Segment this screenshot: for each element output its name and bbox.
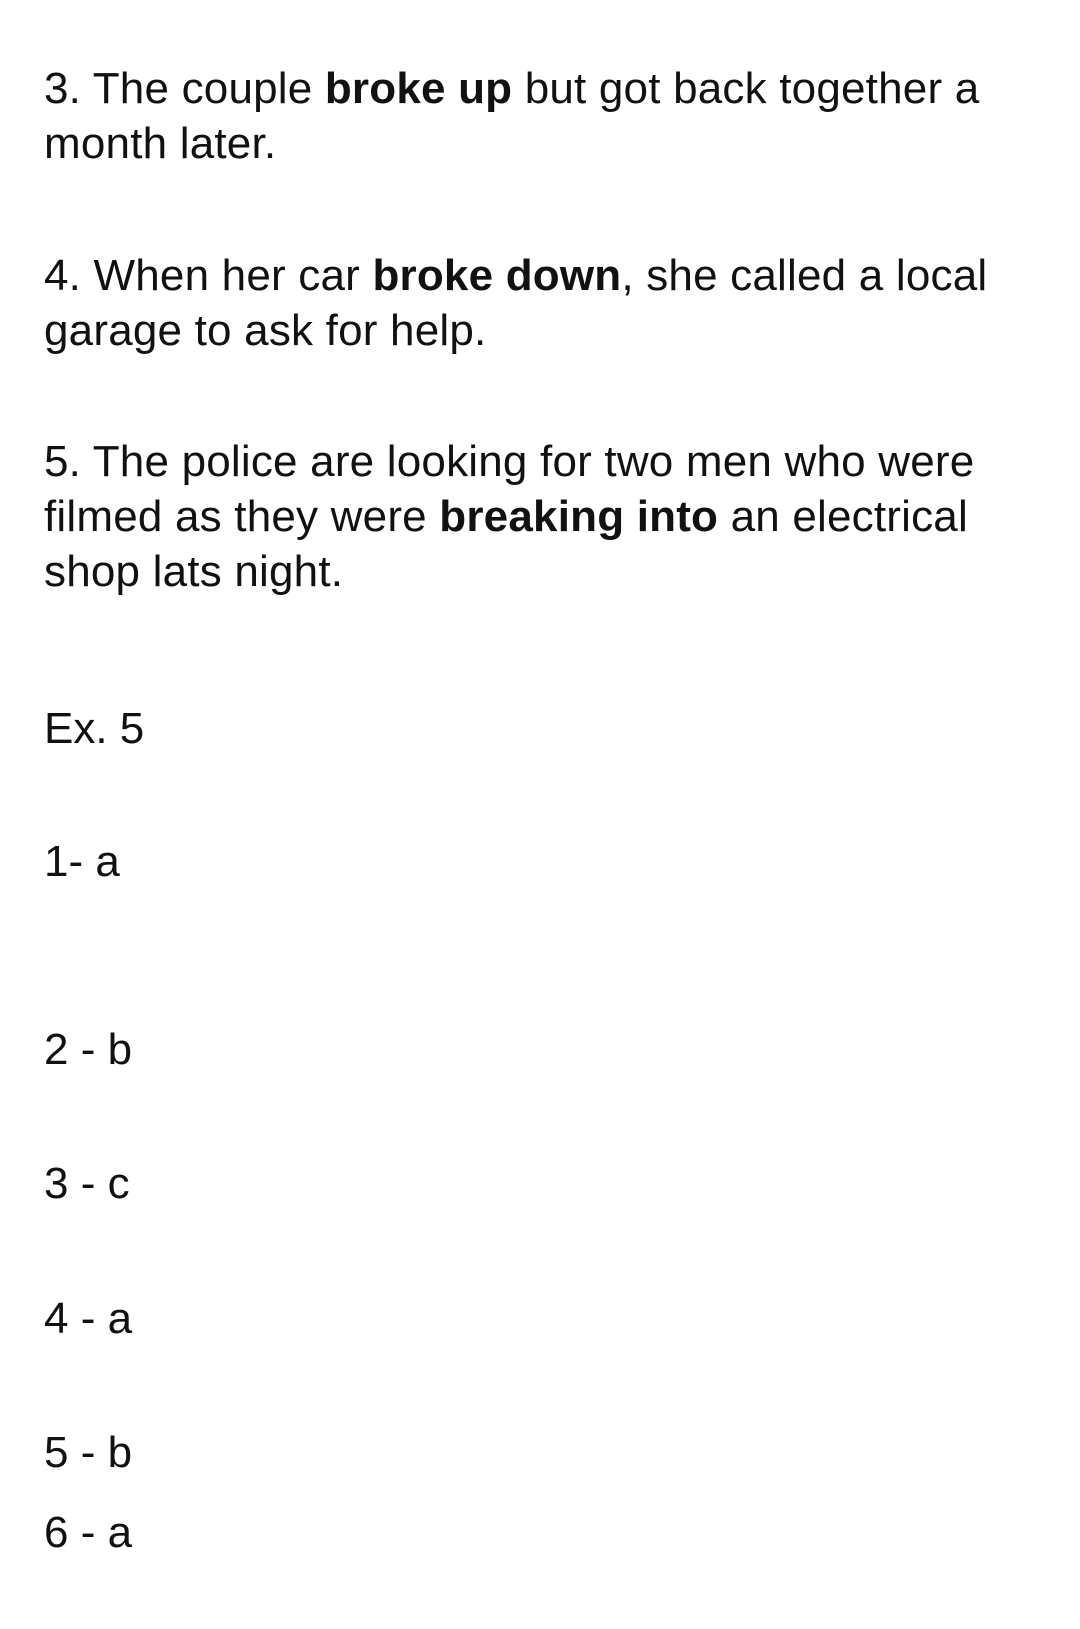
answer-item: 5 - b xyxy=(44,1428,133,1477)
answer-item: 3 - c xyxy=(44,1159,130,1208)
sentence-3 xyxy=(44,61,1044,171)
exercise-heading: Ex. 5 xyxy=(44,704,145,753)
answer-item: 2 - b xyxy=(44,1025,133,1074)
sentence-4-phrasal-verb: broke down xyxy=(372,251,622,300)
sentence-5-text-before: 5. The police are looking for two men who were filmed as they were xyxy=(44,437,975,541)
sentence-5-phrasal-verb: breaking into xyxy=(439,492,719,541)
answer-item: 4 - a xyxy=(44,1294,133,1343)
sentence-4-text-before: 4. When her car xyxy=(44,251,373,300)
answer-item: 6 - a xyxy=(44,1508,133,1557)
sentence-4 xyxy=(44,248,1044,358)
answer-item: 1- a xyxy=(44,837,120,886)
sentence-3-text-before: 3. The couple xyxy=(44,64,325,113)
sentence-3-text-after: but got back together a month later. xyxy=(44,64,980,168)
sentence-5-text-after: an electrical shop lats night. xyxy=(44,492,968,596)
sentence-3-phrasal-verb: broke up xyxy=(324,64,513,113)
sentence-5 xyxy=(44,434,1044,599)
sentence-4-text-after: , she called a local garage to ask for help. xyxy=(44,251,988,355)
